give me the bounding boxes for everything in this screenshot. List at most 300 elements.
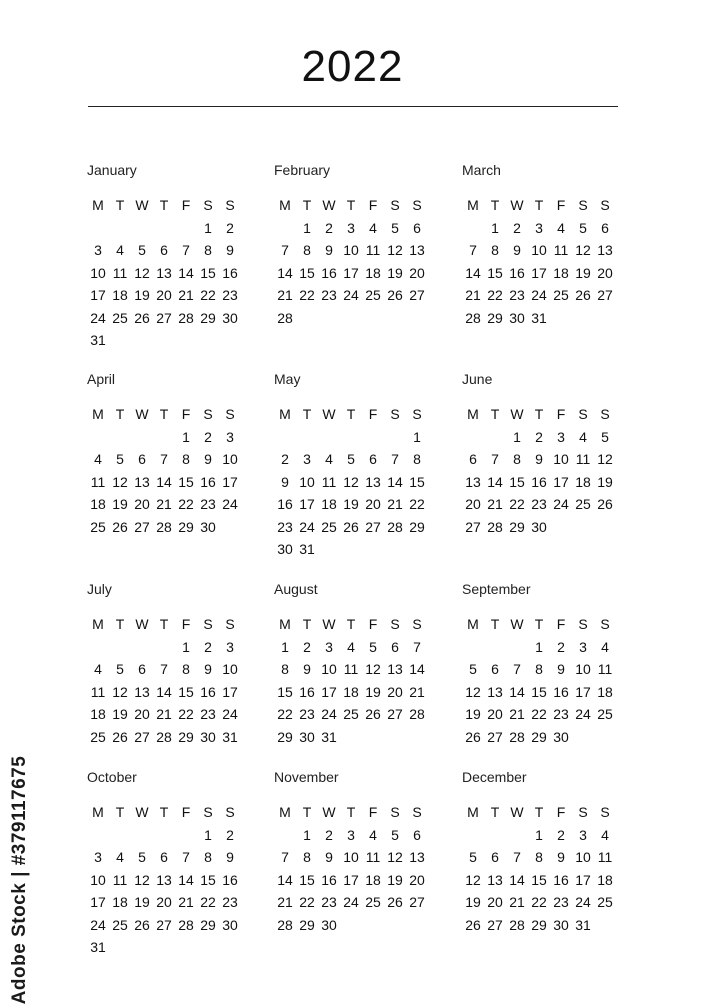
day-cell: 29 xyxy=(299,916,315,933)
week-row xyxy=(274,471,428,494)
day-cell: 24 xyxy=(222,496,238,513)
day-cell: 30 xyxy=(531,518,547,535)
day-cell: 31 xyxy=(299,541,315,558)
month-name: November xyxy=(274,769,339,785)
day-cell: 9 xyxy=(226,242,234,259)
day-cell: 24 xyxy=(343,894,359,911)
weekday-header: F xyxy=(181,616,191,633)
day-cell: 19 xyxy=(575,264,591,281)
week-row xyxy=(462,284,616,307)
weekday-header: M xyxy=(279,197,291,214)
day-cell: 6 xyxy=(413,219,421,236)
day-cell: 6 xyxy=(138,451,146,468)
day-cell: 9 xyxy=(325,849,333,866)
day-cell: 30 xyxy=(553,728,569,745)
month-name: July xyxy=(87,581,112,597)
day-cell: 19 xyxy=(365,683,381,700)
weekday-header-row xyxy=(87,801,241,824)
day-cell: 22 xyxy=(299,894,315,911)
weekday-header: S xyxy=(390,197,400,214)
day-cell: 12 xyxy=(343,473,359,490)
weekday-header-row xyxy=(274,613,428,636)
day-cell: 26 xyxy=(112,518,128,535)
day-cell: 17 xyxy=(222,473,238,490)
day-cell: 27 xyxy=(465,518,481,535)
day-cell: 12 xyxy=(575,242,591,259)
day-cell: 6 xyxy=(469,451,477,468)
day-cell: 3 xyxy=(325,638,333,655)
month-grid xyxy=(87,194,241,352)
weekday-header: M xyxy=(467,406,479,423)
day-cell: 18 xyxy=(112,287,128,304)
weekday-header: W xyxy=(510,406,524,423)
day-cell: 18 xyxy=(597,683,613,700)
day-cell: 15 xyxy=(409,473,425,490)
week-row xyxy=(87,703,241,726)
day-cell: 30 xyxy=(321,916,337,933)
day-cell: 30 xyxy=(222,916,238,933)
day-cell: 25 xyxy=(365,894,381,911)
week-row xyxy=(462,726,616,749)
day-cell: 31 xyxy=(90,939,106,956)
day-cell: 18 xyxy=(112,894,128,911)
weekday-header: W xyxy=(510,197,524,214)
day-cell: 13 xyxy=(487,871,503,888)
day-cell: 17 xyxy=(575,683,591,700)
week-row xyxy=(87,471,241,494)
day-cell: 13 xyxy=(365,473,381,490)
day-cell: 7 xyxy=(391,451,399,468)
day-cell: 28 xyxy=(409,706,425,723)
day-cell: 1 xyxy=(182,428,190,445)
day-cell: 8 xyxy=(182,661,190,678)
day-cell: 10 xyxy=(321,661,337,678)
weekday-header-row xyxy=(87,403,241,426)
day-cell: 13 xyxy=(409,242,425,259)
weekday-header: T xyxy=(115,406,125,423)
weekday-header-row xyxy=(462,194,616,217)
day-cell: 2 xyxy=(535,428,543,445)
day-cell: 31 xyxy=(321,728,337,745)
weekday-header: S xyxy=(600,197,610,214)
week-row xyxy=(87,284,241,307)
month-name: June xyxy=(462,371,493,387)
day-cell: 17 xyxy=(575,871,591,888)
day-cell: 8 xyxy=(182,451,190,468)
day-cell: 15 xyxy=(531,871,547,888)
day-cell: 19 xyxy=(112,496,128,513)
day-cell: 2 xyxy=(281,451,289,468)
day-cell: 3 xyxy=(347,826,355,843)
day-cell: 1 xyxy=(491,219,499,236)
day-cell: 1 xyxy=(535,638,543,655)
weekday-header: S xyxy=(412,616,422,633)
day-cell: 24 xyxy=(222,706,238,723)
month-grid xyxy=(87,613,241,748)
week-row xyxy=(274,681,428,704)
weekday-header: S xyxy=(390,616,400,633)
week-row xyxy=(462,824,616,847)
day-cell: 2 xyxy=(226,826,234,843)
day-cell: 30 xyxy=(553,916,569,933)
day-cell: 16 xyxy=(553,683,569,700)
day-cell: 6 xyxy=(160,242,168,259)
month-name: February xyxy=(274,162,331,178)
day-cell: 27 xyxy=(134,728,150,745)
weekday-header: M xyxy=(92,406,104,423)
weekday-header: S xyxy=(390,406,400,423)
day-cell: 9 xyxy=(281,473,289,490)
day-cell: 20 xyxy=(134,496,150,513)
weekday-header-row xyxy=(87,194,241,217)
day-cell: 6 xyxy=(369,451,377,468)
day-cell: 30 xyxy=(200,518,216,535)
weekday-header: F xyxy=(368,804,378,821)
weekday-header: S xyxy=(203,616,213,633)
day-cell: 12 xyxy=(134,871,150,888)
day-cell: 21 xyxy=(277,287,293,304)
weekday-header: F xyxy=(181,804,191,821)
weekday-header: T xyxy=(534,197,544,214)
week-row xyxy=(462,869,616,892)
month-grid xyxy=(462,613,616,748)
day-cell: 14 xyxy=(509,683,525,700)
day-cell: 26 xyxy=(597,496,613,513)
day-cell: 22 xyxy=(200,287,216,304)
weekday-header: T xyxy=(346,197,356,214)
week-row xyxy=(274,239,428,262)
weekday-header: F xyxy=(556,616,566,633)
weekday-header: M xyxy=(92,804,104,821)
weekday-header: S xyxy=(225,616,235,633)
day-cell: 4 xyxy=(116,849,124,866)
week-row xyxy=(87,239,241,262)
day-cell: 10 xyxy=(90,871,106,888)
week-row xyxy=(462,426,616,449)
day-cell: 13 xyxy=(409,849,425,866)
week-row xyxy=(462,471,616,494)
weekday-header: F xyxy=(181,197,191,214)
day-cell: 17 xyxy=(343,264,359,281)
week-row xyxy=(274,726,428,749)
day-cell: 29 xyxy=(178,728,194,745)
weekday-header: T xyxy=(302,406,312,423)
day-cell: 7 xyxy=(491,451,499,468)
day-cell: 15 xyxy=(509,473,525,490)
day-cell: 18 xyxy=(90,706,106,723)
week-row xyxy=(274,703,428,726)
day-cell: 14 xyxy=(277,871,293,888)
weekday-header: T xyxy=(159,804,169,821)
day-cell: 25 xyxy=(597,706,613,723)
weekday-header: W xyxy=(135,804,149,821)
day-cell: 16 xyxy=(531,473,547,490)
day-cell: 19 xyxy=(134,287,150,304)
day-cell: 12 xyxy=(387,242,403,259)
day-cell: 26 xyxy=(575,287,591,304)
day-cell: 11 xyxy=(597,849,613,866)
day-cell: 9 xyxy=(513,242,521,259)
day-cell: 23 xyxy=(299,706,315,723)
weekday-header: M xyxy=(92,197,104,214)
week-row xyxy=(87,726,241,749)
week-row xyxy=(87,217,241,240)
weekday-header: T xyxy=(159,616,169,633)
day-cell: 6 xyxy=(601,219,609,236)
weekday-header: T xyxy=(490,804,500,821)
day-cell: 20 xyxy=(134,706,150,723)
day-cell: 23 xyxy=(553,894,569,911)
day-cell: 20 xyxy=(365,496,381,513)
week-row xyxy=(87,493,241,516)
weekday-header-row xyxy=(274,801,428,824)
day-cell: 27 xyxy=(487,916,503,933)
day-cell: 7 xyxy=(513,849,521,866)
month-name: August xyxy=(274,581,318,597)
day-cell: 14 xyxy=(178,871,194,888)
day-cell: 11 xyxy=(343,661,359,678)
day-cell: 18 xyxy=(90,496,106,513)
month-grid xyxy=(87,801,241,959)
week-row xyxy=(462,307,616,330)
weekday-header: F xyxy=(556,197,566,214)
day-cell: 28 xyxy=(465,309,481,326)
day-cell: 21 xyxy=(277,894,293,911)
day-cell: 28 xyxy=(156,518,172,535)
weekday-header: T xyxy=(534,406,544,423)
weekday-header: F xyxy=(556,804,566,821)
day-cell: 30 xyxy=(299,728,315,745)
weekday-header: T xyxy=(346,406,356,423)
day-cell: 13 xyxy=(465,473,481,490)
day-cell: 18 xyxy=(343,683,359,700)
day-cell: 9 xyxy=(535,451,543,468)
week-row xyxy=(462,914,616,937)
day-cell: 9 xyxy=(226,849,234,866)
day-cell: 10 xyxy=(575,661,591,678)
day-cell: 22 xyxy=(200,894,216,911)
week-row xyxy=(87,658,241,681)
day-cell: 12 xyxy=(134,264,150,281)
day-cell: 15 xyxy=(299,871,315,888)
day-cell: 11 xyxy=(575,451,591,468)
day-cell: 2 xyxy=(557,638,565,655)
day-cell: 28 xyxy=(509,916,525,933)
day-cell: 27 xyxy=(387,706,403,723)
day-cell: 27 xyxy=(409,894,425,911)
day-cell: 24 xyxy=(321,706,337,723)
day-cell: 16 xyxy=(321,871,337,888)
day-cell: 5 xyxy=(116,451,124,468)
day-cell: 23 xyxy=(531,496,547,513)
day-cell: 4 xyxy=(601,826,609,843)
title-divider xyxy=(88,106,618,107)
day-cell: 17 xyxy=(90,287,106,304)
day-cell: 3 xyxy=(94,242,102,259)
day-cell: 17 xyxy=(531,264,547,281)
weekday-header: S xyxy=(390,804,400,821)
weekday-header: W xyxy=(322,197,336,214)
day-cell: 12 xyxy=(465,871,481,888)
weekday-header: S xyxy=(412,197,422,214)
day-cell: 31 xyxy=(90,332,106,349)
day-cell: 24 xyxy=(575,706,591,723)
day-cell: 3 xyxy=(579,638,587,655)
week-row xyxy=(274,538,428,561)
day-cell: 7 xyxy=(182,849,190,866)
day-cell: 28 xyxy=(156,728,172,745)
day-cell: 6 xyxy=(413,826,421,843)
weekday-header: M xyxy=(467,804,479,821)
day-cell: 24 xyxy=(553,496,569,513)
day-cell: 28 xyxy=(277,309,293,326)
day-cell: 11 xyxy=(90,683,106,700)
day-cell: 29 xyxy=(509,518,525,535)
day-cell: 14 xyxy=(487,473,503,490)
day-cell: 3 xyxy=(226,428,234,445)
weekday-header-row xyxy=(87,613,241,636)
weekday-header: W xyxy=(510,804,524,821)
day-cell: 18 xyxy=(553,264,569,281)
day-cell: 22 xyxy=(277,706,293,723)
day-cell: 10 xyxy=(299,473,315,490)
day-cell: 21 xyxy=(409,683,425,700)
day-cell: 4 xyxy=(94,451,102,468)
day-cell: 11 xyxy=(553,242,569,259)
day-cell: 1 xyxy=(182,638,190,655)
day-cell: 3 xyxy=(303,451,311,468)
week-row xyxy=(274,869,428,892)
day-cell: 2 xyxy=(325,826,333,843)
day-cell: 3 xyxy=(94,849,102,866)
day-cell: 5 xyxy=(579,219,587,236)
day-cell: 25 xyxy=(365,287,381,304)
day-cell: 21 xyxy=(509,706,525,723)
day-cell: 5 xyxy=(601,428,609,445)
week-row xyxy=(87,636,241,659)
day-cell: 11 xyxy=(321,473,337,490)
day-cell: 8 xyxy=(303,242,311,259)
month-grid xyxy=(274,613,428,748)
watermark-text: Adobe Stock | #379117675 xyxy=(9,755,30,1004)
week-row xyxy=(462,516,616,539)
day-cell: 18 xyxy=(597,871,613,888)
day-cell: 4 xyxy=(601,638,609,655)
day-cell: 7 xyxy=(160,661,168,678)
day-cell: 10 xyxy=(90,264,106,281)
day-cell: 31 xyxy=(575,916,591,933)
day-cell: 29 xyxy=(200,309,216,326)
weekday-header: S xyxy=(600,616,610,633)
day-cell: 13 xyxy=(134,683,150,700)
weekday-header: M xyxy=(92,616,104,633)
day-cell: 3 xyxy=(579,826,587,843)
day-cell: 12 xyxy=(465,683,481,700)
weekday-header: S xyxy=(578,804,588,821)
weekday-header: T xyxy=(346,804,356,821)
day-cell: 8 xyxy=(413,451,421,468)
day-cell: 14 xyxy=(178,264,194,281)
day-cell: 27 xyxy=(409,287,425,304)
weekday-header: S xyxy=(203,804,213,821)
day-cell: 14 xyxy=(509,871,525,888)
day-cell: 31 xyxy=(531,309,547,326)
day-cell: 5 xyxy=(138,242,146,259)
day-cell: 26 xyxy=(112,728,128,745)
day-cell: 4 xyxy=(347,638,355,655)
weekday-header: S xyxy=(578,616,588,633)
day-cell: 3 xyxy=(557,428,565,445)
day-cell: 27 xyxy=(156,309,172,326)
day-cell: 5 xyxy=(469,849,477,866)
week-row xyxy=(462,448,616,471)
week-row xyxy=(274,217,428,240)
day-cell: 3 xyxy=(535,219,543,236)
day-cell: 21 xyxy=(465,287,481,304)
day-cell: 8 xyxy=(204,242,212,259)
day-cell: 25 xyxy=(112,309,128,326)
day-cell: 26 xyxy=(465,728,481,745)
day-cell: 25 xyxy=(597,894,613,911)
day-cell: 27 xyxy=(156,916,172,933)
week-row xyxy=(462,846,616,869)
week-row xyxy=(274,658,428,681)
day-cell: 23 xyxy=(277,518,293,535)
day-cell: 20 xyxy=(156,894,172,911)
day-cell: 26 xyxy=(134,916,150,933)
day-cell: 17 xyxy=(321,683,337,700)
day-cell: 30 xyxy=(277,541,293,558)
month-name: April xyxy=(87,371,116,387)
day-cell: 7 xyxy=(469,242,477,259)
weekday-header: T xyxy=(159,197,169,214)
day-cell: 29 xyxy=(409,518,425,535)
day-cell: 16 xyxy=(222,871,238,888)
weekday-header: M xyxy=(279,406,291,423)
day-cell: 20 xyxy=(487,894,503,911)
day-cell: 6 xyxy=(138,661,146,678)
day-cell: 18 xyxy=(365,264,381,281)
day-cell: 23 xyxy=(200,706,216,723)
day-cell: 5 xyxy=(116,661,124,678)
day-cell: 23 xyxy=(222,894,238,911)
day-cell: 10 xyxy=(343,849,359,866)
day-cell: 14 xyxy=(156,683,172,700)
day-cell: 26 xyxy=(134,309,150,326)
weekday-header: W xyxy=(322,804,336,821)
day-cell: 9 xyxy=(557,849,565,866)
day-cell: 30 xyxy=(222,309,238,326)
day-cell: 8 xyxy=(513,451,521,468)
day-cell: 27 xyxy=(134,518,150,535)
day-cell: 19 xyxy=(387,264,403,281)
weekday-header-row xyxy=(274,403,428,426)
day-cell: 4 xyxy=(325,451,333,468)
weekday-header: S xyxy=(600,406,610,423)
day-cell: 25 xyxy=(112,916,128,933)
day-cell: 28 xyxy=(277,916,293,933)
week-row xyxy=(87,448,241,471)
day-cell: 28 xyxy=(178,916,194,933)
week-row xyxy=(87,936,241,959)
week-row xyxy=(462,217,616,240)
week-row xyxy=(87,869,241,892)
day-cell: 5 xyxy=(391,219,399,236)
week-row xyxy=(274,426,428,449)
day-cell: 25 xyxy=(90,728,106,745)
day-cell: 23 xyxy=(200,496,216,513)
day-cell: 16 xyxy=(277,496,293,513)
